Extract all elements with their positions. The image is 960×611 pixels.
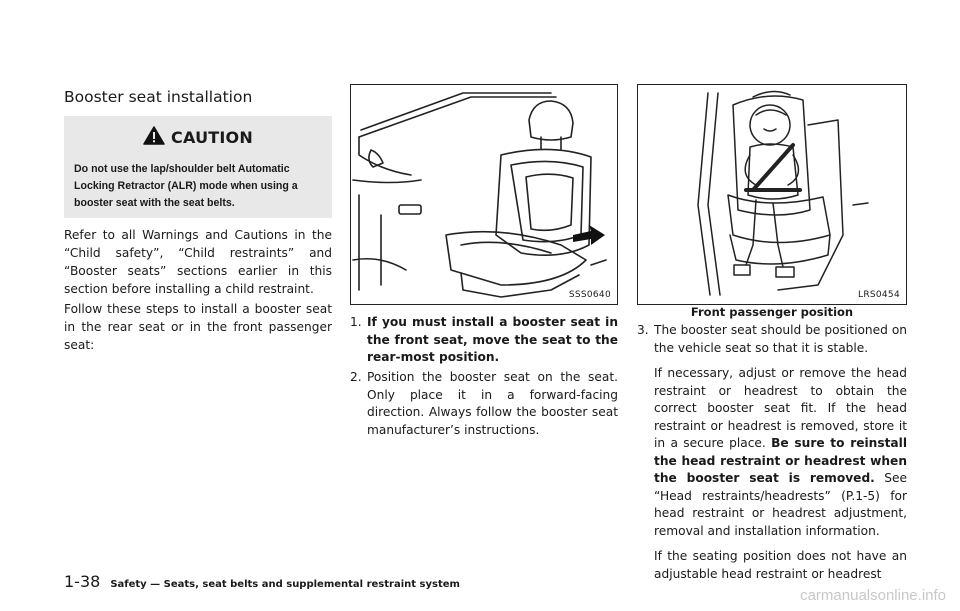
footer-section-title: Safety — Seats, seat belts and supplemental restraint system — [110, 579, 460, 590]
figure-code: LRS0454 — [858, 290, 900, 300]
step-3 — [637, 322, 907, 591]
step-detail-reference: See “Head restraints/headrests” (P.1-5) for head restraint or headrest adjustment, removal and installation information. — [654, 471, 908, 538]
page-footer — [64, 572, 460, 591]
caution-box — [64, 116, 332, 218]
step-text: The booster seat should be positioned on the vehicle seat so that it is stable. — [654, 323, 907, 355]
step-2 — [350, 369, 618, 439]
intro-paragraph-2: Follow these steps to install a booster seat in the rear seat or in the front passenger seat: — [64, 302, 332, 352]
step-content — [654, 322, 907, 583]
step-detail-continued: If the seating position does not have an adjustable head restraint or headrest — [654, 549, 907, 581]
front-seat-drawing-icon — [351, 85, 617, 304]
step-detail-paragraph — [654, 365, 907, 540]
step-text: If you must install a booster seat in the front seat, move the seat to the rear-most position. — [367, 315, 618, 364]
caution-header — [64, 126, 332, 149]
caution-title: CAUTION — [171, 128, 253, 147]
seat-illustration — [350, 84, 618, 305]
step-number: 1. — [350, 315, 362, 329]
booster-seat-illustration — [637, 84, 907, 305]
section-title: Booster seat installation — [64, 88, 253, 106]
figure-caption: Front passenger position — [690, 305, 854, 319]
intro-paragraph-1: Refer to all Warnings and Cautions in the “Child safety”, “Child restraints” and “Booster seats” sections earlier in this section before installing a child restraint. — [64, 228, 332, 296]
child-in-booster-seat-icon — [638, 85, 906, 304]
figure-code: SSS0640 — [568, 290, 611, 300]
step-detail-bold: Be sure to reinstall the head restraint or headrest when the booster seat is removed. — [654, 436, 907, 485]
step-1 — [350, 314, 618, 367]
step-detail-text: If necessary, adjust or remove the head restraint or headrest to obtain the correct booster seat fit. If the head restraint or headrest is removed, store it in a secure place. — [654, 366, 907, 450]
step-number: 2. — [350, 370, 362, 384]
warning-triangle-icon — [143, 126, 165, 149]
step-number: 3. — [637, 323, 649, 337]
caution-text: Do not use the lap/shoulder belt Automatic Locking Retractor (ALR) mode when using a booster seat with the seat belts. — [74, 163, 298, 209]
page-number: 1-38 — [64, 572, 101, 591]
step-text: Position the booster seat on the seat. Only place it in a forward-facing direction. Always follow the booster seat manufacturer’s instructions. — [367, 370, 618, 437]
watermark: carmanualsonline.info — [800, 587, 946, 604]
